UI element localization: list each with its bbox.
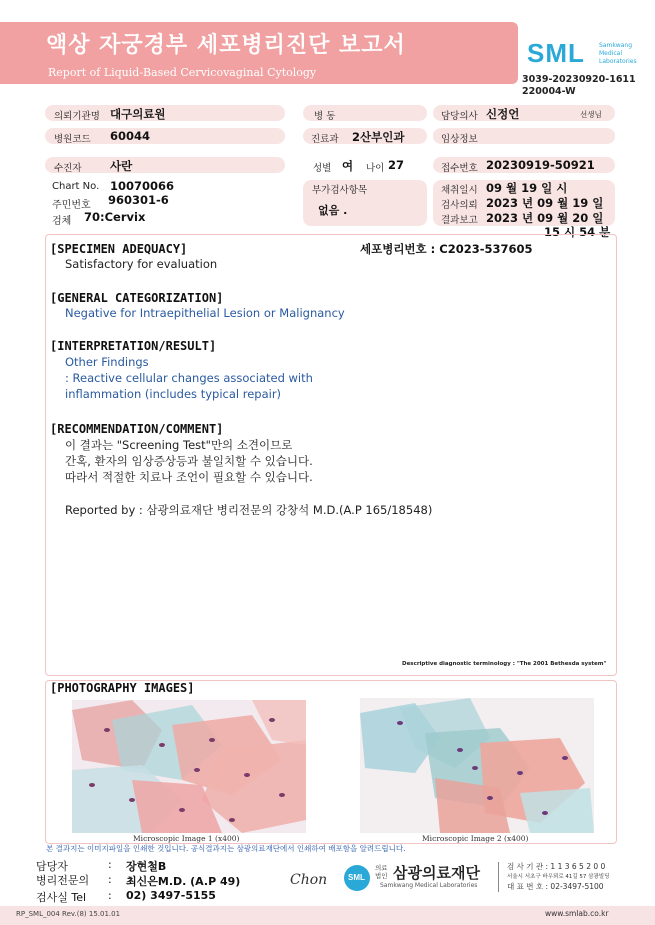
sml-logo	[527, 38, 647, 72]
chart-value: 10070066	[110, 179, 175, 193]
pathologist-colon: :	[108, 873, 112, 886]
foundation-small-1: 의료	[375, 864, 388, 872]
specimen-value: 70:Cervix	[84, 210, 146, 224]
patient-label: 수진자	[54, 163, 82, 174]
institution-label: 의뢰기관명	[54, 111, 100, 122]
report-title: 액상 자궁경부 세포병리진단 보고서	[46, 33, 406, 58]
general-heading: [GENERAL CATEGORIZATION]	[50, 291, 224, 305]
document-number	[522, 74, 636, 98]
collect-label: 채취일시	[441, 185, 478, 196]
tel-value: 02) 3497-5155	[126, 889, 216, 902]
interpretation-heading: [INTERPRETATION/RESULT]	[50, 339, 217, 353]
pathologist-value: 최신은M.D. (A.P 49)	[126, 875, 241, 888]
lab-rep-tel: 대 표 번 호 : 02-3497-5100	[507, 882, 604, 891]
pathologist-label: 병리전문의	[36, 874, 90, 887]
resident-value: 960301-6	[108, 193, 169, 207]
interpretation-line3: inflammation (includes typical repair)	[65, 387, 282, 401]
lab-contact	[507, 862, 609, 892]
document-number-line1: 3039-20230920-1611	[522, 74, 636, 85]
signature: Chon	[290, 872, 328, 888]
specimen-label: 검체	[52, 216, 72, 227]
footer-divider	[498, 862, 499, 892]
institution-value: 대구의료원	[110, 107, 166, 121]
form-code: RP_SML_004 Rev.(8) 15.01.01	[16, 910, 121, 918]
request-value: 2023 년 09 월 19 일	[486, 196, 604, 210]
lab-id: 검 사 기 관 : 1 1 3 6 5 2 0 0	[507, 862, 606, 871]
ward-label: 병 동	[314, 111, 336, 122]
interpretation-line2: : Reactive cellular changes associated with	[65, 371, 313, 385]
chart-label: Chart No.	[52, 181, 100, 192]
tel-colon: :	[108, 889, 112, 902]
hospital-code-value: 60044	[110, 129, 151, 143]
cytology-number: 세포병리번호 : C2023-537605	[360, 242, 533, 256]
foundation-logo-text: SML	[348, 873, 365, 882]
person-value: 장현철B	[126, 860, 167, 873]
receipt-label: 접수번호	[441, 163, 478, 174]
microscopic-image-2	[360, 698, 594, 833]
general-text: Negative for Intraepithelial Lesion or Malignancy	[65, 306, 345, 320]
receipt-value: 20230919-50921	[486, 158, 595, 172]
sml-logo-text: SML	[527, 38, 585, 68]
report-value: 2023 년 09 월 20 일	[486, 211, 604, 225]
interpretation-line1: Other Findings	[65, 355, 149, 369]
addtest-label: 부가검사항목	[312, 185, 368, 196]
document-number-line2: 220004-W	[522, 86, 576, 97]
report-subtitle: Report of Liquid-Based Cervicovaginal Cytology	[48, 66, 317, 79]
recommendation-line1: 이 결과는 "Screening Test"만의 소견이므로	[65, 438, 293, 452]
print-notice: 본 결과지는 이미지파일을 인쇄한 것입니다. 공식결과지는 삼광의료재단에서 인쇄하여 배포함을 알려드립니다.	[46, 844, 406, 853]
adequacy-text: Satisfactory for evaluation	[65, 257, 218, 271]
sml-logo-subtext: Samkwang Medical Laboratories	[599, 42, 637, 65]
report-label: 결과보고	[441, 215, 478, 226]
terminology-note: Descriptive diagnostic terminology : "The 2001 Bethesda system"	[402, 661, 607, 667]
sex-label: 성별	[313, 163, 332, 174]
recommendation-line3: 따라서 적절한 치료나 조언이 필요할 수 있습니다.	[65, 470, 313, 484]
addtest-value: 없음 .	[318, 204, 348, 217]
report-time: 15 시 54 분	[544, 225, 611, 239]
adequacy-heading: [SPECIMEN ADEQUACY]	[50, 242, 188, 256]
doctor-value: 신정언	[486, 107, 520, 121]
foundation-small-2: 법인	[375, 872, 388, 880]
doctor-suffix: 선생님	[580, 110, 602, 119]
age-value: 27	[388, 158, 405, 172]
age-label: 나이	[366, 163, 385, 174]
tel-label: 검사실 Tel	[36, 891, 87, 904]
patient-value: 사란	[110, 159, 133, 173]
doctor-label: 담당의사	[441, 111, 478, 122]
foundation-small	[375, 864, 388, 880]
dept-value: 2산부인과	[352, 130, 405, 144]
microscopic-caption-2: Microscopic Image 2 (x400)	[422, 834, 529, 843]
clinical-label: 임상정보	[441, 134, 478, 145]
person-label: 담당자	[36, 860, 68, 873]
dept-label: 진료과	[311, 134, 339, 145]
foundation-english: Samkwang Medical Laboratories	[380, 882, 478, 889]
foundation-logo-icon	[344, 865, 370, 891]
reported-by: Reported by : 삼광의료재단 병리전문의 강창석 M.D.(A.P 165/18548)	[65, 503, 433, 517]
resident-label: 주민번호	[52, 200, 91, 211]
microscopic-caption-1: Microscopic Image 1 (x400)	[133, 834, 240, 843]
recommendation-line2: 간혹, 환자의 임상증상등과 불일치할 수 있습니다.	[65, 454, 313, 468]
recommendation-heading: [RECOMMENDATION/COMMENT]	[50, 422, 224, 436]
sex-value: 여	[342, 159, 354, 173]
hospital-code-label: 병원코드	[54, 134, 91, 145]
person-colon: :	[108, 858, 112, 871]
foundation-name: 삼광의료재단	[393, 864, 480, 882]
request-label: 검사의뢰	[441, 200, 478, 211]
lab-address: 서울시 서초구 바우뫼로 41길 57 삼광빌딩	[507, 874, 610, 880]
collect-value: 09 월 19 일 시	[486, 181, 568, 195]
microscopic-image-1	[72, 700, 306, 833]
photo-heading: [PHOTOGRAPHY IMAGES]	[50, 681, 195, 695]
website-link[interactable]: www.smlab.co.kr	[545, 909, 609, 918]
